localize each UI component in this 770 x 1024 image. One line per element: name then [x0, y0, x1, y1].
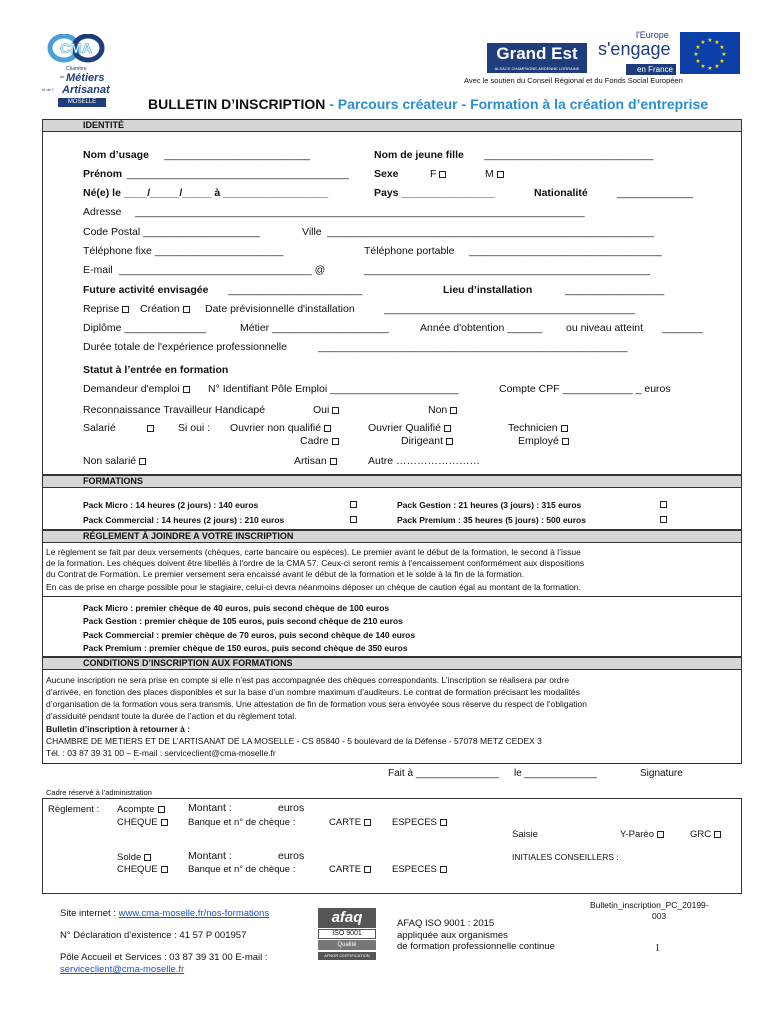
date-field[interactable]: le _____________ [514, 768, 597, 779]
nationalite-label: Nationalité [534, 187, 588, 199]
pack-premium-checkbox[interactable] [660, 516, 667, 523]
support-text: Avec le soutien du Conseil Régional et du Fonds Social Européen [464, 76, 683, 85]
title-main: BULLETIN D’INSCRIPTION [148, 96, 326, 112]
ne-le-field[interactable]: Né(e) le ____/_____/_____ à __________________ [83, 187, 329, 199]
creation-label: Création [140, 303, 180, 315]
svg-text:★: ★ [719, 58, 725, 65]
banque-label-2: Banque et n° de chèque : [188, 864, 296, 875]
svg-text:★: ★ [693, 51, 699, 58]
europe-en-france: en France [626, 64, 676, 75]
carte-checkbox-2[interactable] [364, 866, 371, 873]
svg-text:★: ★ [707, 37, 713, 44]
lieu-label: Lieu d’installation [443, 284, 533, 296]
logo-et: et de l' [42, 87, 54, 92]
pack-premium-label: Pack Premium : 35 heures (5 jours) : 500 euros [397, 515, 586, 525]
logo-line4: MOSELLE [58, 98, 106, 107]
logo-line1: Chambre [66, 66, 87, 72]
date-prev-label: Date prévisionnelle d'installation [205, 303, 355, 315]
rth-label: Reconnaissance Travailleur Handicapé [83, 404, 266, 416]
niveau-field[interactable]: _______ [662, 322, 703, 334]
dirigeant-checkbox[interactable] [446, 438, 453, 445]
svg-text:★: ★ [714, 63, 720, 70]
grc-checkbox[interactable] [714, 831, 721, 838]
nom-jeune-fille-label: Nom de jeune fille [374, 149, 464, 161]
cadre-option[interactable] [300, 435, 339, 447]
adresse-field[interactable]: _____________________________________________________________________________ [135, 206, 585, 218]
si-oui-label: Si oui : [178, 422, 211, 434]
carte-option-2[interactable] [329, 864, 371, 875]
cadre-label: Cadre [300, 435, 329, 447]
svg-text:★: ★ [719, 44, 725, 51]
rth-non[interactable] [428, 404, 457, 416]
conditions-retour: Bulletin d’inscription à retourner à : [46, 724, 191, 734]
sexe-f-checkbox[interactable] [439, 171, 446, 178]
sexe-m[interactable] [485, 168, 504, 180]
cheque-checkbox-1[interactable] [161, 819, 168, 826]
nom-usage-label: Nom d’usage [83, 149, 149, 161]
title-sub: - Parcours créateur - Formation à la création d’entreprise [325, 96, 709, 112]
conditions-text-1: Aucune inscription ne sera prise en compte si elle n’est pas accompagnée des chèques correspondants. L’inscription se réalisera par ordre [46, 675, 570, 685]
conditions-text-2: d’arrivée, en fonction des places disponibles et sur la base d’un nombre maximum d’auditeurs. Le contrat de formation précisant les modalités [46, 687, 580, 697]
nationalite-field[interactable]: _____________ [617, 187, 693, 199]
pays-field[interactable]: Pays ________________ [374, 187, 495, 199]
dirigeant-option[interactable] [401, 435, 453, 447]
carte-checkbox-1[interactable] [364, 819, 371, 826]
carte-label-1: CARTE [329, 817, 362, 828]
annee-field[interactable]: Année d'obtention ______ [420, 322, 543, 334]
afaq-text-2: appliquée aux organismes [397, 930, 508, 941]
artisan-label: Artisan [294, 455, 327, 467]
identifiant-field[interactable]: N° Identifiant Pôle Emploi ______________________ [208, 383, 459, 395]
demandeur-option[interactable] [83, 383, 190, 395]
afaq-iso: ISO 9001 [318, 929, 376, 939]
salarie-label: Salarié [83, 422, 116, 434]
afaq-brand: afaq [318, 908, 376, 928]
afaq-cert: AFNOR CERTIFICATION [318, 952, 376, 960]
tel-fixe-field[interactable]: Téléphone fixe ______________________ [83, 245, 284, 257]
ypareo-label: Y-Paréo [620, 829, 654, 840]
reprise-checkbox[interactable] [122, 306, 129, 313]
niveau-label: ou niveau atteint [566, 322, 644, 334]
reglement-text-2: de la formation. Les chèques doivent être libellés à l'ordre de la CMA 57. Ceux-ci seront remis à l'encaissement conformément aux dispositions [46, 558, 585, 568]
svg-text:★: ★ [695, 44, 701, 51]
pack-micro-label: Pack Micro : 14 heures (2 jours) : 140 euros [83, 500, 259, 510]
carte-option-1[interactable] [329, 817, 371, 828]
conditions-text-4: d’assiduité pendant toute la durée de l’action et du règlement total. [46, 711, 297, 721]
employe-label: Employé [518, 435, 559, 447]
code-postal-field[interactable]: Code Postal ____________________ [83, 226, 260, 238]
sexe-m-checkbox[interactable] [497, 171, 504, 178]
non-salarie-checkbox[interactable] [139, 458, 146, 465]
pack-commercial-checkbox[interactable] [350, 516, 357, 523]
reprise-option[interactable] [83, 303, 129, 315]
tel-portable-field[interactable]: _________________________________ [469, 245, 662, 257]
especes-option-1[interactable] [392, 817, 447, 828]
pack-micro-checkbox[interactable] [350, 501, 357, 508]
sexe-f[interactable] [430, 168, 446, 180]
rth-oui-label: Oui [313, 404, 330, 416]
reprise-label: Reprise [83, 303, 120, 315]
statut-title: Statut à l’entrée en formation [83, 364, 229, 376]
email-domain-field[interactable]: _________________________________________________ [364, 264, 651, 276]
compte-cpf-field[interactable]: Compte CPF ____________ _ euros [499, 383, 671, 395]
non-salarie-label: Non salarié [83, 455, 137, 467]
grandest-logo: Grand Est [487, 43, 587, 73]
admin-reglement-label: Règlement : [48, 804, 100, 815]
conditions-header: CONDITIONS D’INSCRIPTION AUX FORMATIONS [42, 657, 742, 670]
pack-commercial-label: Pack Commercial : 14 heures (2 jours) : 210 euros [83, 515, 285, 525]
nom-jeune-fille-field[interactable]: _____________________________ [484, 149, 654, 161]
afaq-text-1: AFAQ ISO 9001 : 2015 [397, 918, 495, 929]
activite-label: Future activité envisagée [83, 284, 209, 296]
admin-title: Cadre réservé à l’administration [46, 788, 152, 797]
diplome-field[interactable]: Diplôme ______________ [83, 322, 207, 334]
svg-text:★: ★ [695, 58, 701, 65]
reglement-header: RÉGLEMENT À JOINDRE A VOTRE INSCRIPTION [42, 530, 742, 543]
rth-oui[interactable] [313, 404, 339, 416]
conditions-contact: Tél. : 03 87 39 31 00 – E-mail : serviceclient@cma-moselle.fr [46, 748, 276, 758]
reglement-text-3: du Contrat de Formation. Le premier versement sera encaissé avant le début de la formation et le solde à la fin de la formation. [46, 569, 525, 579]
reglement-text-1: Le règlement se fait par deux versements (chèques, carte bancaire ou espèces). Le premier avant le début de la formation, le second à l’issue [46, 547, 581, 557]
grc-option[interactable] [690, 829, 721, 840]
reglement-pack-2: Pack Gestion : premier chèque de 105 euros, puis second chèque de 210 euros [83, 616, 403, 626]
euros-label-1: euros [278, 802, 305, 814]
reglement-pack-4: Pack Premium : premier chèque de 150 euros, puis second chèque de 350 euros [83, 643, 408, 653]
duree-label: Durée totale de l'expérience professionnelle [83, 341, 287, 353]
carte-label-2: CARTE [329, 864, 362, 875]
logo-de: de [60, 74, 65, 79]
cma-logo [36, 34, 122, 110]
logo-line3: Artisanat [62, 84, 110, 96]
acompte-label: Acompte [117, 804, 155, 815]
site-link[interactable]: www.cma-moselle.fr/nos-formations [118, 908, 270, 919]
especes-checkbox-2[interactable] [440, 866, 447, 873]
cheque-label-1: CHEQUE [117, 817, 158, 828]
initiales-label: INITIALES CONSEILLERS : [512, 852, 619, 862]
demandeur-checkbox[interactable] [183, 386, 190, 393]
montant-label-1: Montant : [188, 802, 232, 814]
cheque-option-2[interactable] [117, 864, 168, 875]
signature-label: Signature [640, 768, 683, 779]
footer-email-link[interactable]: serviceclient@cma-moselle.fr [60, 964, 185, 975]
pack-gestion-label: Pack Gestion : 21 heures (3 jours) : 315 euros [397, 500, 582, 510]
cheque-option-1[interactable] [117, 817, 168, 828]
creation-option[interactable] [140, 303, 190, 315]
acompte-option[interactable] [117, 804, 165, 815]
tel-portable-label: Téléphone portable [364, 245, 455, 257]
date-prev-field[interactable]: ___________________________________________ [384, 303, 636, 315]
afaq-logo [318, 908, 376, 962]
artisan-checkbox[interactable] [330, 458, 337, 465]
ville-field[interactable]: ________________________________________________________ [327, 226, 655, 238]
reglement-pack-3: Pack Commercial : premier chèque de 70 euros, puis second chèque de 140 euros [83, 630, 416, 640]
salarie-checkbox[interactable] [147, 425, 154, 432]
especes-label-2: ESPECES [392, 864, 437, 875]
conditions-text-3: d’organisation de la formation vous sera transmis. Une attestation de fin de formation vous sera envoyée sous réserve du respect de l’obligation [46, 699, 587, 709]
ypareo-checkbox[interactable] [657, 831, 664, 838]
svg-text:★: ★ [707, 65, 713, 72]
page-title [148, 96, 708, 112]
artisan-option[interactable] [294, 455, 337, 467]
reglement-pack-1: Pack Micro : premier chèque de 40 euros, puis second chèque de 100 euros [83, 603, 390, 613]
sexe-m-label: M [485, 168, 494, 180]
doc-ref-2: 003 [652, 911, 667, 921]
ouvrier-q-option[interactable] [368, 422, 451, 434]
ypareo-option[interactable] [620, 829, 664, 840]
site-label: Site internet : [60, 908, 119, 919]
employe-checkbox[interactable] [562, 438, 569, 445]
afaq-text-3: de formation professionnelle continue [397, 941, 555, 952]
pack-gestion-checkbox[interactable] [660, 501, 667, 508]
logo-line2: Métiers [66, 72, 105, 84]
creation-checkbox[interactable] [183, 306, 190, 313]
prenom-label: Prénom [83, 168, 123, 180]
dirigeant-label: Dirigeant [401, 435, 444, 447]
saisie-label: Saisie [512, 829, 538, 840]
conditions-adresse: CHAMBRE DE METIERS ET DE L’ARTISANAT DE LA MOSELLE - CS 85840 - 5 boulevard de la Défense - 57078 METZ CEDEX 3 [46, 736, 542, 746]
ouvrier-nq-checkbox[interactable] [324, 425, 331, 432]
solde-label: Solde [117, 852, 142, 863]
solde-option[interactable] [117, 852, 151, 863]
site-line [60, 908, 269, 919]
svg-text:★: ★ [700, 39, 706, 46]
activite-field[interactable]: _______________________ [228, 284, 363, 296]
duree-field[interactable]: _____________________________________________________ [318, 341, 628, 353]
adresse-label: Adresse [83, 206, 122, 218]
cadre-checkbox[interactable] [332, 438, 339, 445]
europe-engage-logo [596, 30, 678, 76]
rth-non-label: Non [428, 404, 448, 416]
cheque-checkbox-2[interactable] [161, 866, 168, 873]
email-label: E-mail [83, 264, 113, 276]
sexe-label: Sexe [374, 168, 399, 180]
pole-accueil: Pôle Accueil et Services : 03 87 39 31 00 E-mail : [60, 952, 268, 963]
technicien-checkbox[interactable] [561, 425, 568, 432]
doc-ref-1: Bulletin_inscription_PC_20199- [590, 900, 709, 910]
page-number: 1 [655, 943, 660, 954]
ouvrier-nq-option[interactable] [230, 422, 331, 434]
cheque-label-2: CHEQUE [117, 864, 158, 875]
rth-oui-checkbox[interactable] [332, 407, 339, 414]
formations-header: FORMATIONS [42, 475, 742, 488]
metier-field[interactable]: Métier ____________________ [240, 322, 389, 334]
especes-checkbox-1[interactable] [440, 819, 447, 826]
euros-label-2: euros [278, 850, 305, 862]
europe-l: l'Europe [636, 30, 669, 40]
montant-label-2: Montant : [188, 850, 232, 862]
autre-field[interactable]: Autre …………………… [368, 455, 481, 467]
ouvrier-q-checkbox[interactable] [444, 425, 451, 432]
svg-text:★: ★ [714, 39, 720, 46]
grc-label: GRC [690, 829, 712, 840]
declaration: N° Déclaration d’existence : 41 57 P 001957 [60, 930, 247, 941]
technicien-option[interactable] [508, 422, 568, 434]
identite-header: IDENTITÉ [42, 119, 742, 132]
nom-usage-field[interactable]: _________________________ [164, 149, 310, 161]
ouvrier-q-label: Ouvrier Qualifié [368, 422, 441, 434]
europe-engage: s'engage [598, 39, 671, 59]
especes-label-1: ESPECES [392, 817, 437, 828]
svg-text:★: ★ [700, 63, 706, 70]
especes-option-2[interactable] [392, 864, 447, 875]
technicien-label: Technicien [508, 422, 558, 434]
non-salarie-option[interactable] [83, 455, 146, 467]
employe-option[interactable] [518, 435, 569, 447]
afaq-qualite: Qualité [318, 940, 376, 950]
ouvrier-nq-label: Ouvrier non qualifié [230, 422, 322, 434]
rth-non-checkbox[interactable] [450, 407, 457, 414]
cma-logo-initials: CMA [60, 40, 92, 56]
fait-a-field[interactable]: Fait à _______________ [388, 768, 500, 779]
lieu-field[interactable]: _________________ [565, 284, 665, 296]
banque-label-1: Banque et n° de chèque : [188, 817, 296, 828]
email-field[interactable]: _________________________________ @ [119, 264, 326, 276]
svg-text:★: ★ [721, 51, 727, 58]
grandest-sub: ALSACE CHAMPAGNE-ARDENNE LORRAINE [494, 66, 580, 71]
eu-flag-icon [680, 32, 740, 74]
sexe-f-label: F [430, 168, 437, 180]
solde-checkbox[interactable] [144, 854, 151, 861]
prenom-field[interactable]: ______________________________________ [127, 168, 349, 180]
acompte-checkbox[interactable] [158, 806, 165, 813]
demandeur-label: Demandeur d'emploi [83, 383, 180, 395]
reglement-text-4: En cas de prise en charge possible pour le stagiaire, celui-ci devra néanmoins déposer un chèque de caution égal au montant de la formation. [46, 582, 581, 592]
ville-label: Ville [302, 226, 322, 238]
